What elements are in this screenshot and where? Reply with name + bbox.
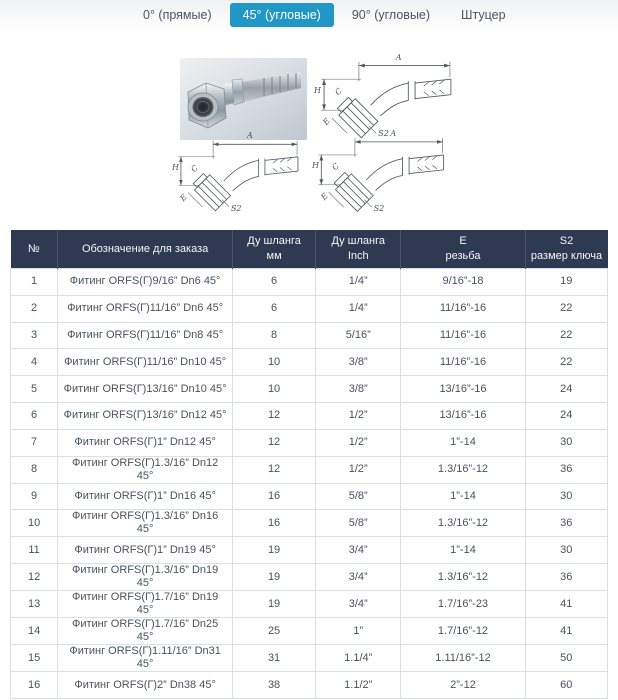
table-cell: 10 [233, 376, 316, 403]
table-cell: 25 [233, 618, 316, 645]
column-header: Обозначение для заказа [58, 230, 233, 269]
table-cell: 36 [525, 564, 607, 591]
table-cell: 1/2” [316, 429, 401, 456]
table-cell: 60 [525, 672, 607, 699]
table-cell: Фитинг ORFS(Г)1.7/16” Dn25 45° [58, 618, 233, 645]
table-cell: 1”-14 [401, 537, 525, 564]
table-row [11, 537, 608, 564]
table-cell: Фитинг ORFS(Г)1.3/16” Dn19 45° [58, 564, 233, 591]
tab-shtutser[interactable]: Штуцер [448, 3, 519, 27]
table-cell: 12 [233, 456, 316, 483]
table-cell: 16 [11, 672, 58, 699]
table-cell: 10 [233, 349, 316, 376]
table-header-row [11, 230, 608, 269]
table-cell: 22 [525, 295, 607, 322]
table-cell: 9/16”-18 [401, 269, 525, 296]
table-cell: 16 [233, 510, 316, 537]
dim-label-e: E [321, 116, 333, 128]
table-cell: 12 [11, 564, 58, 591]
table-cell: 13 [11, 591, 58, 618]
table-cell: 3/4” [316, 591, 401, 618]
table-cell: 14 [11, 618, 58, 645]
table-cell: Фитинг ORFS(Г)1” Dn19 45° [58, 537, 233, 564]
tab-angled-45[interactable]: 45° (угловые) [230, 3, 334, 27]
table-cell: 3/4” [316, 564, 401, 591]
column-header: E резьба [401, 230, 525, 269]
table-cell: Фитинг ORFS(Г)13/16” Dn12 45° [58, 402, 233, 429]
table-row [11, 672, 608, 699]
table-cell: 1.11/16”-12 [401, 645, 525, 672]
table-cell: Фитинг ORFS(Г)11/16” Dn8 45° [58, 322, 233, 349]
table-row [11, 618, 608, 645]
tab-bar [0, 0, 618, 30]
table-row [11, 591, 608, 618]
dim-label-c: C [330, 161, 342, 173]
dim-label-a: A [247, 131, 253, 140]
table-cell: 3/8” [316, 376, 401, 403]
table-row [11, 269, 608, 296]
table-cell: 19 [233, 537, 316, 564]
table-cell: 1”-14 [401, 483, 525, 510]
table-cell: 1”-14 [401, 429, 525, 456]
table-cell: 12 [233, 429, 316, 456]
table-row [11, 349, 608, 376]
table-cell: 2”-12 [401, 672, 525, 699]
table-cell: 11/16”-16 [401, 322, 525, 349]
media-block [0, 30, 618, 230]
table-cell: Фитинг ORFS(Г)1” Dn16 45° [58, 483, 233, 510]
table-cell: 30 [525, 483, 607, 510]
table-cell: 22 [525, 349, 607, 376]
column-header: S2 размер ключа [525, 230, 607, 269]
table-cell: 1” [316, 618, 401, 645]
table-cell: 3 [11, 322, 58, 349]
table-cell: 6 [233, 269, 316, 296]
column-header: Ду шланга Inch [316, 230, 401, 269]
table-cell: 19 [233, 591, 316, 618]
table-cell: 50 [525, 645, 607, 672]
table-row [11, 564, 608, 591]
table-cell: 30 [525, 429, 607, 456]
table-row [11, 645, 608, 672]
table-cell: 2 [11, 295, 58, 322]
table-cell: 15 [11, 645, 58, 672]
table-cell: 11 [11, 537, 58, 564]
table-row [11, 510, 608, 537]
dim-label-e: E [319, 191, 330, 202]
table-cell: 1.1/2” [316, 672, 401, 699]
table-cell: 4 [11, 349, 58, 376]
dim-label-h: H [172, 162, 179, 172]
tab-angled-90[interactable]: 90° (угловые) [339, 3, 443, 27]
table-row [11, 322, 608, 349]
table-cell: 19 [525, 269, 607, 296]
table-row [11, 429, 608, 456]
table-cell: 41 [525, 618, 607, 645]
column-header: Ду шланга мм [233, 230, 316, 269]
dim-label-s2: S2 [230, 204, 242, 214]
table-cell: Фитинг ORFS(Г)2” Dn38 45° [58, 672, 233, 699]
table-cell: 1.3/16”-12 [401, 456, 525, 483]
tech-drawing-2 [172, 132, 306, 220]
table-cell: 6 [11, 402, 58, 429]
table-cell: 1/2” [316, 402, 401, 429]
table-cell: 9 [11, 483, 58, 510]
table-cell: 1.3/16”-12 [401, 564, 525, 591]
table-cell: 5/16” [316, 322, 401, 349]
table-cell: 24 [525, 376, 607, 403]
table-cell: 6 [233, 295, 316, 322]
table-cell: 1 [11, 269, 58, 296]
table-cell: 8 [11, 456, 58, 483]
table-cell: 30 [525, 537, 607, 564]
table-cell: Фитинг ORFS(Г)1.3/16” Dn12 45° [58, 456, 233, 483]
dim-label-a: A [390, 129, 397, 138]
table-cell: 36 [525, 456, 607, 483]
table-cell: 19 [233, 564, 316, 591]
dim-label-h: H [314, 86, 321, 96]
dim-label-e: E [178, 191, 190, 203]
table-row [11, 402, 608, 429]
table-cell: 5/8” [316, 483, 401, 510]
table-cell: Фитинг ORFS(Г)1.3/16” Dn16 45° [58, 510, 233, 537]
table-row [11, 376, 608, 403]
table-row [11, 456, 608, 483]
table-cell: 31 [233, 645, 316, 672]
table-cell: 1.1/4” [316, 645, 401, 672]
table-cell: 1.3/16”-12 [401, 510, 525, 537]
fittings-table [10, 230, 608, 699]
table-cell: 16 [233, 483, 316, 510]
table-cell: 1/4” [316, 295, 401, 322]
table-cell: 7 [11, 429, 58, 456]
tab-straight-0[interactable]: 0° (прямые) [130, 3, 225, 27]
table-cell: Фитинг ORFS(Г)11/16” Dn6 45° [58, 295, 233, 322]
table-cell: 3/8” [316, 349, 401, 376]
table-cell: 13/16”-16 [401, 376, 525, 403]
fitting-photo-graphic [180, 58, 307, 140]
dim-label-s2: S2 [378, 129, 389, 139]
table-cell: 11/16”-16 [401, 349, 525, 376]
table-cell: 22 [525, 322, 607, 349]
table-cell: 1.7/16”-23 [401, 591, 525, 618]
table-cell: 3/4” [316, 537, 401, 564]
dim-label-s2: S2 [373, 203, 385, 213]
dim-label-c: C [333, 86, 344, 98]
table-cell: Фитинг ORFS(Г)1.7/16” Dn19 45° [58, 591, 233, 618]
dim-label-h: H [312, 161, 319, 171]
table-cell: Фитинг ORFS(Г)9/16” Dn6 45° [58, 269, 233, 296]
table-cell: 8 [233, 322, 316, 349]
table-cell: 1/2” [316, 456, 401, 483]
table-cell: 5/8” [316, 510, 401, 537]
table-cell: 36 [525, 510, 607, 537]
table-cell: 5 [11, 376, 58, 403]
table-cell: 1/4” [316, 269, 401, 296]
table-cell: 1.7/16”-12 [401, 618, 525, 645]
table-cell: Фитинг ORFS(Г)11/16” Dn10 45° [58, 349, 233, 376]
dim-label-a: A [395, 53, 402, 62]
table-cell: 24 [525, 402, 607, 429]
table-cell: 10 [11, 510, 58, 537]
dim-label-c: C [189, 162, 201, 174]
table-cell: 41 [525, 591, 607, 618]
tech-drawing-3 [312, 130, 452, 220]
table-cell: Фитинг ORFS(Г)1” Dn12 45° [58, 429, 233, 456]
table-cell: Фитинг ORFS(Г)13/16” Dn10 45° [58, 376, 233, 403]
product-photo [180, 58, 307, 140]
table-row [11, 295, 608, 322]
table-cell: 12 [233, 402, 316, 429]
table-cell: 13/16”-16 [401, 402, 525, 429]
column-header: № [11, 230, 58, 269]
table-cell: 11/16”-16 [401, 295, 525, 322]
table-row [11, 483, 608, 510]
table-cell: 38 [233, 672, 316, 699]
table-cell: Фитинг ORFS(Г)1.11/16” Dn31 45° [58, 645, 233, 672]
